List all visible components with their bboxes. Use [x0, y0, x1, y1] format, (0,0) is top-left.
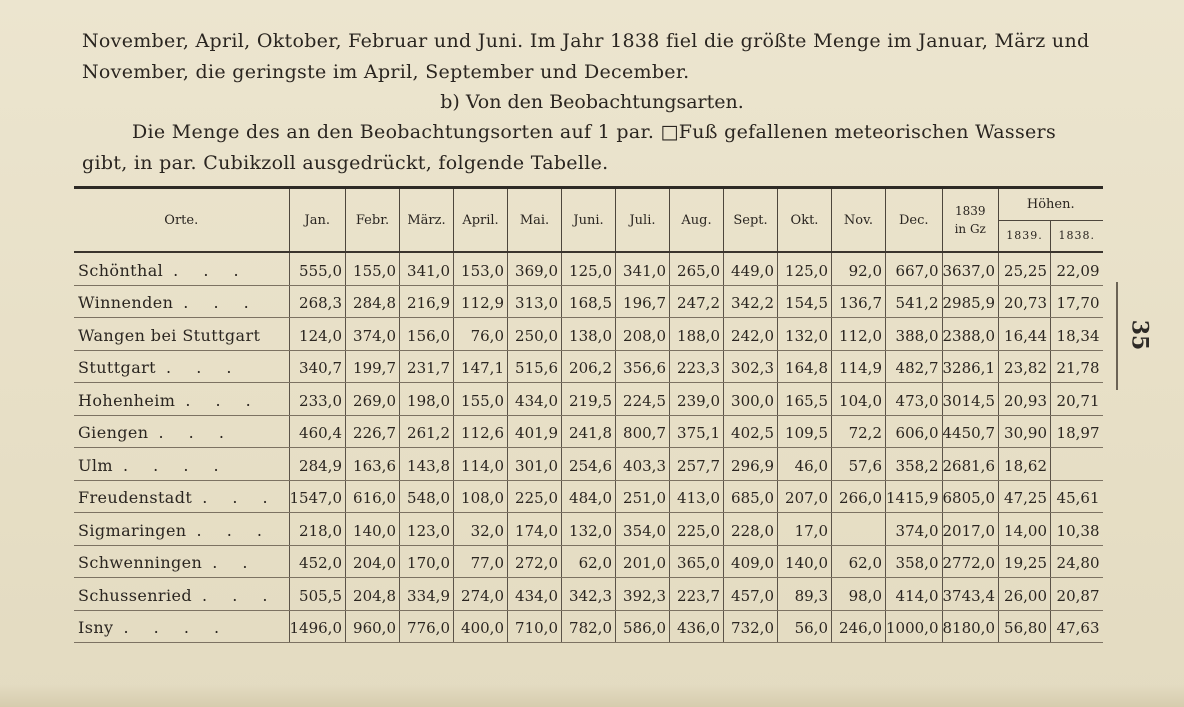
value-cell-jun: 219,5 [562, 383, 616, 416]
value-cell-aug: 413,0 [670, 480, 724, 513]
value-cell-dec: 374,0 [886, 513, 943, 546]
place-cell [74, 415, 289, 448]
value-cell-dec: 606,0 [886, 415, 943, 448]
value-cell-aug: 265,0 [670, 252, 724, 285]
leader-dots: . . . . [122, 455, 229, 475]
value-cell-mar: 216,9 [400, 285, 454, 318]
value-cell-annual-sum: 3286,1 [942, 350, 999, 383]
table-row [74, 415, 1103, 448]
value-cell-apr: 274,0 [454, 578, 508, 611]
value-cell-sep: 342,2 [724, 285, 778, 318]
value-cell-nov: 72,2 [832, 415, 886, 448]
value-cell-dec: 1000,0 [886, 610, 943, 643]
header-annual-sum [942, 188, 999, 253]
value-cell-jul: 392,3 [616, 578, 670, 611]
header-sep: Sept. [724, 188, 778, 253]
value-cell-jan: 233,0 [289, 383, 346, 416]
place-cell [74, 545, 289, 578]
value-cell-height-1838: 18,34 [1051, 318, 1103, 351]
value-cell-jun: 168,5 [562, 285, 616, 318]
value-cell-oct: 125,0 [778, 252, 832, 285]
header-oct: Okt. [778, 188, 832, 253]
header-heights: Höhen. [999, 188, 1103, 221]
place-cell [74, 318, 289, 351]
value-cell-height-1838: 10,38 [1051, 513, 1103, 546]
value-cell-height-1839: 30,90 [999, 415, 1051, 448]
value-cell-aug: 436,0 [670, 610, 724, 643]
value-cell-height-1838: 17,70 [1051, 285, 1103, 318]
value-cell-height-1839: 23,82 [999, 350, 1051, 383]
value-cell-oct: 109,5 [778, 415, 832, 448]
leader-dots: . . . [185, 390, 261, 410]
value-cell-height-1839: 16,44 [999, 318, 1051, 351]
value-cell-mar: 776,0 [400, 610, 454, 643]
value-cell-dec: 414,0 [886, 578, 943, 611]
value-cell-height-1839: 19,25 [999, 545, 1051, 578]
value-cell-apr: 112,9 [454, 285, 508, 318]
value-cell-jun: 254,6 [562, 448, 616, 481]
value-cell-apr: 155,0 [454, 383, 508, 416]
value-cell-annual-sum: 4450,7 [942, 415, 999, 448]
value-cell-mar: 156,0 [400, 318, 454, 351]
header-may: Mai. [508, 188, 562, 253]
value-cell-height-1838: 18,97 [1051, 415, 1103, 448]
value-cell-sep: 457,0 [724, 578, 778, 611]
value-cell-jan: 284,9 [289, 448, 346, 481]
value-cell-dec: 541,2 [886, 285, 943, 318]
place-name: Stuttgart [78, 358, 157, 377]
value-cell-dec: 667,0 [886, 252, 943, 285]
value-cell-aug: 225,0 [670, 513, 724, 546]
value-cell-jun: 241,8 [562, 415, 616, 448]
value-cell-feb: 960,0 [346, 610, 400, 643]
place-name: Isny [78, 618, 114, 637]
value-cell-nov: 114,9 [832, 350, 886, 383]
value-cell-mar: 231,7 [400, 350, 454, 383]
leader-dots: . . . [202, 488, 278, 507]
leader-dots: . . . [183, 293, 259, 312]
value-cell-feb: 199,7 [346, 350, 400, 383]
value-cell-sep: 409,0 [724, 545, 778, 578]
value-cell-height-1838: 22,09 [1051, 252, 1103, 285]
value-cell-jul: 196,7 [616, 285, 670, 318]
header-dec: Dec. [886, 188, 943, 253]
value-cell-feb: 374,0 [346, 318, 400, 351]
value-cell-may: 401,9 [508, 415, 562, 448]
value-cell-oct: 165,5 [778, 383, 832, 416]
value-cell-height-1838: 47,63 [1051, 610, 1103, 643]
place-name: Freudenstadt [78, 488, 193, 507]
value-cell-sep: 302,3 [724, 350, 778, 383]
value-cell-mar: 198,0 [400, 383, 454, 416]
value-cell-aug: 223,3 [670, 350, 724, 383]
value-cell-jul: 251,0 [616, 480, 670, 513]
value-cell-jan: 555,0 [289, 252, 346, 285]
value-cell-mar: 170,0 [400, 545, 454, 578]
table-body [74, 252, 1103, 643]
value-cell-jul: 356,6 [616, 350, 670, 383]
value-cell-nov: 136,7 [832, 285, 886, 318]
value-cell-mar: 143,8 [400, 448, 454, 481]
value-cell-dec: 358,2 [886, 448, 943, 481]
value-cell-sep: 242,0 [724, 318, 778, 351]
value-cell-annual-sum: 3014,5 [942, 383, 999, 416]
value-cell-feb: 140,0 [346, 513, 400, 546]
value-cell-aug: 257,7 [670, 448, 724, 481]
value-cell-nov: 104,0 [832, 383, 886, 416]
value-cell-jan: 452,0 [289, 545, 346, 578]
value-cell-jul: 586,0 [616, 610, 670, 643]
table-header-row [74, 188, 1103, 221]
leader-dots: . . . . [123, 618, 230, 637]
value-cell-height-1838: 21,78 [1051, 350, 1103, 383]
place-cell [74, 578, 289, 611]
value-cell-apr: 114,0 [454, 448, 508, 481]
value-cell-jul: 354,0 [616, 513, 670, 546]
value-cell-annual-sum: 2681,6 [942, 448, 999, 481]
value-cell-jun: 782,0 [562, 610, 616, 643]
value-cell-dec: 358,0 [886, 545, 943, 578]
value-cell-height-1839: 26,00 [999, 578, 1051, 611]
value-cell-annual-sum: 2985,9 [942, 285, 999, 318]
value-cell-annual-sum: 2772,0 [942, 545, 999, 578]
value-cell-height-1838: 45,61 [1051, 480, 1103, 513]
value-cell-nov [832, 513, 886, 546]
value-cell-jul: 208,0 [616, 318, 670, 351]
value-cell-jun: 125,0 [562, 252, 616, 285]
value-cell-may: 369,0 [508, 252, 562, 285]
value-cell-annual-sum: 3637,0 [942, 252, 999, 285]
value-cell-nov: 62,0 [832, 545, 886, 578]
table-row [74, 318, 1103, 351]
value-cell-aug: 375,1 [670, 415, 724, 448]
value-cell-aug: 247,2 [670, 285, 724, 318]
value-cell-jun: 138,0 [562, 318, 616, 351]
leader-dots: . . [212, 553, 258, 572]
value-cell-height-1838: 24,80 [1051, 545, 1103, 578]
value-cell-oct: 207,0 [778, 480, 832, 513]
table-row [74, 578, 1103, 611]
table-row [74, 513, 1103, 546]
value-cell-apr: 32,0 [454, 513, 508, 546]
margin-rule [1116, 282, 1118, 390]
value-cell-annual-sum: 2017,0 [942, 513, 999, 546]
value-cell-sep: 228,0 [724, 513, 778, 546]
value-cell-oct: 154,5 [778, 285, 832, 318]
value-cell-oct: 164,8 [778, 350, 832, 383]
place-cell [74, 383, 289, 416]
value-cell-jun: 206,2 [562, 350, 616, 383]
value-cell-oct: 140,0 [778, 545, 832, 578]
value-cell-oct: 132,0 [778, 318, 832, 351]
value-cell-oct: 56,0 [778, 610, 832, 643]
value-cell-feb: 204,8 [346, 578, 400, 611]
value-cell-height-1839: 14,00 [999, 513, 1051, 546]
header-nov: Nov. [832, 188, 886, 253]
leader-dots: . . . [158, 423, 234, 442]
place-name: Schussenried [78, 585, 193, 605]
place-name: Giengen [78, 423, 149, 442]
value-cell-feb: 284,8 [346, 285, 400, 318]
value-cell-apr: 112,6 [454, 415, 508, 448]
table-row [74, 285, 1103, 318]
value-cell-height-1839: 20,73 [999, 285, 1051, 318]
value-cell-jun: 484,0 [562, 480, 616, 513]
leader-dots: . . . [202, 585, 278, 605]
value-cell-sep: 402,5 [724, 415, 778, 448]
place-name: Schönthal [78, 260, 164, 280]
table-row [74, 448, 1103, 481]
value-cell-oct: 17,0 [778, 513, 832, 546]
value-cell-may: 710,0 [508, 610, 562, 643]
place-cell [74, 252, 289, 285]
value-cell-jan: 340,7 [289, 350, 346, 383]
value-cell-apr: 147,1 [454, 350, 508, 383]
leader-dots: . . . [166, 358, 242, 377]
value-cell-jan: 1496,0 [289, 610, 346, 643]
header-jul: Juli. [616, 188, 670, 253]
value-cell-nov: 57,6 [832, 448, 886, 481]
value-cell-height-1839: 56,80 [999, 610, 1051, 643]
paragraph-table-intro: Die Menge des an den Beobachtungsorten auf 1 par. □Fuß gefallenen meteorischen Wassers gibt, in par. Cubikzoll ausgedrückt, folgende Tabelle. [82, 121, 1056, 174]
place-cell [74, 480, 289, 513]
table-row [74, 480, 1103, 513]
place-name: Winnenden [78, 293, 174, 312]
value-cell-height-1839: 47,25 [999, 480, 1051, 513]
value-cell-nov: 112,0 [832, 318, 886, 351]
value-cell-mar: 341,0 [400, 252, 454, 285]
value-cell-annual-sum: 8180,0 [942, 610, 999, 643]
value-cell-feb: 155,0 [346, 252, 400, 285]
value-cell-jun: 132,0 [562, 513, 616, 546]
value-cell-oct: 89,3 [778, 578, 832, 611]
value-cell-sep: 300,0 [724, 383, 778, 416]
value-cell-jun: 62,0 [562, 545, 616, 578]
value-cell-aug: 188,0 [670, 318, 724, 351]
value-cell-dec: 482,7 [886, 350, 943, 383]
value-cell-jan: 505,5 [289, 578, 346, 611]
precipitation-table [74, 186, 1103, 643]
table-row [74, 545, 1103, 578]
value-cell-jan: 460,4 [289, 415, 346, 448]
value-cell-may: 225,0 [508, 480, 562, 513]
header-feb: Febr. [346, 188, 400, 253]
section-subheading: b) Von den Beobachtungsarten. [440, 91, 744, 113]
value-cell-jul: 800,7 [616, 415, 670, 448]
value-cell-may: 515,6 [508, 350, 562, 383]
value-cell-aug: 239,0 [670, 383, 724, 416]
place-name: Hohenheim [78, 390, 176, 410]
value-cell-jul: 341,0 [616, 252, 670, 285]
value-cell-jul: 224,5 [616, 383, 670, 416]
value-cell-jan: 268,3 [289, 285, 346, 318]
value-cell-nov: 98,0 [832, 578, 886, 611]
header-year-1838: 1838. [1051, 220, 1103, 252]
header-apr: April. [454, 188, 508, 253]
value-cell-height-1839: 25,25 [999, 252, 1051, 285]
value-cell-nov: 92,0 [832, 252, 886, 285]
value-cell-apr: 77,0 [454, 545, 508, 578]
header-year-1839: 1839. [999, 220, 1051, 252]
value-cell-aug: 223,7 [670, 578, 724, 611]
leader-dots: . . . [196, 520, 272, 540]
table-row [74, 252, 1103, 285]
value-cell-height-1839: 20,93 [999, 383, 1051, 416]
header-annual-sum-unit: in Gz [954, 222, 986, 236]
page-bottom-edge [0, 685, 1184, 707]
paragraph-month-ranking: November, April, Oktober, Februar und Juni. Im Jahr 1838 fiel die größte Menge im Januar, März und November, die geringste im April, September und December. [82, 30, 1090, 83]
value-cell-aug: 365,0 [670, 545, 724, 578]
value-cell-mar: 548,0 [400, 480, 454, 513]
value-cell-jul: 201,0 [616, 545, 670, 578]
value-cell-feb: 226,7 [346, 415, 400, 448]
value-cell-sep: 296,9 [724, 448, 778, 481]
value-cell-oct: 46,0 [778, 448, 832, 481]
value-cell-dec: 473,0 [886, 383, 943, 416]
value-cell-nov: 266,0 [832, 480, 886, 513]
value-cell-jan: 1547,0 [289, 480, 346, 513]
table-row [74, 383, 1103, 416]
place-name: Schwenningen [78, 553, 203, 572]
place-name: Sigmaringen [78, 520, 187, 540]
value-cell-may: 434,0 [508, 578, 562, 611]
value-cell-mar: 123,0 [400, 513, 454, 546]
value-cell-mar: 334,9 [400, 578, 454, 611]
place-cell [74, 448, 289, 481]
value-cell-dec: 1415,9 [886, 480, 943, 513]
value-cell-annual-sum: 6805,0 [942, 480, 999, 513]
value-cell-apr: 400,0 [454, 610, 508, 643]
place-name: Wangen bei Stuttgart [78, 325, 261, 345]
header-jan: Jan. [289, 188, 346, 253]
value-cell-may: 301,0 [508, 448, 562, 481]
value-cell-feb: 163,6 [346, 448, 400, 481]
leader-dots: . . . [173, 260, 249, 280]
header-annual-sum-year: 1839 [954, 204, 986, 218]
value-cell-feb: 616,0 [346, 480, 400, 513]
value-cell-may: 174,0 [508, 513, 562, 546]
value-cell-may: 313,0 [508, 285, 562, 318]
header-aug: Aug. [670, 188, 724, 253]
place-name: Ulm [78, 455, 113, 475]
value-cell-nov: 246,0 [832, 610, 886, 643]
value-cell-apr: 153,0 [454, 252, 508, 285]
value-cell-apr: 108,0 [454, 480, 508, 513]
value-cell-may: 434,0 [508, 383, 562, 416]
table-row [74, 350, 1103, 383]
page-number: 35 [1126, 319, 1153, 351]
place-cell [74, 285, 289, 318]
value-cell-annual-sum: 3743,4 [942, 578, 999, 611]
value-cell-height-1838: 20,87 [1051, 578, 1103, 611]
place-cell [74, 610, 289, 643]
value-cell-height-1838: 20,71 [1051, 383, 1103, 416]
value-cell-mar: 261,2 [400, 415, 454, 448]
value-cell-sep: 449,0 [724, 252, 778, 285]
value-cell-may: 250,0 [508, 318, 562, 351]
value-cell-feb: 269,0 [346, 383, 400, 416]
header-places: Orte. [74, 188, 289, 253]
value-cell-jul: 403,3 [616, 448, 670, 481]
value-cell-dec: 388,0 [886, 318, 943, 351]
value-cell-height-1838 [1051, 448, 1103, 481]
header-mar: März. [400, 188, 454, 253]
place-cell [74, 513, 289, 546]
value-cell-sep: 685,0 [724, 480, 778, 513]
value-cell-may: 272,0 [508, 545, 562, 578]
value-cell-jun: 342,3 [562, 578, 616, 611]
table-row [74, 610, 1103, 643]
value-cell-sep: 732,0 [724, 610, 778, 643]
value-cell-apr: 76,0 [454, 318, 508, 351]
value-cell-jan: 124,0 [289, 318, 346, 351]
value-cell-jan: 218,0 [289, 513, 346, 546]
value-cell-annual-sum: 2388,0 [942, 318, 999, 351]
place-cell [74, 350, 289, 383]
value-cell-feb: 204,0 [346, 545, 400, 578]
header-jun: Juni. [562, 188, 616, 253]
value-cell-height-1839: 18,62 [999, 448, 1051, 481]
